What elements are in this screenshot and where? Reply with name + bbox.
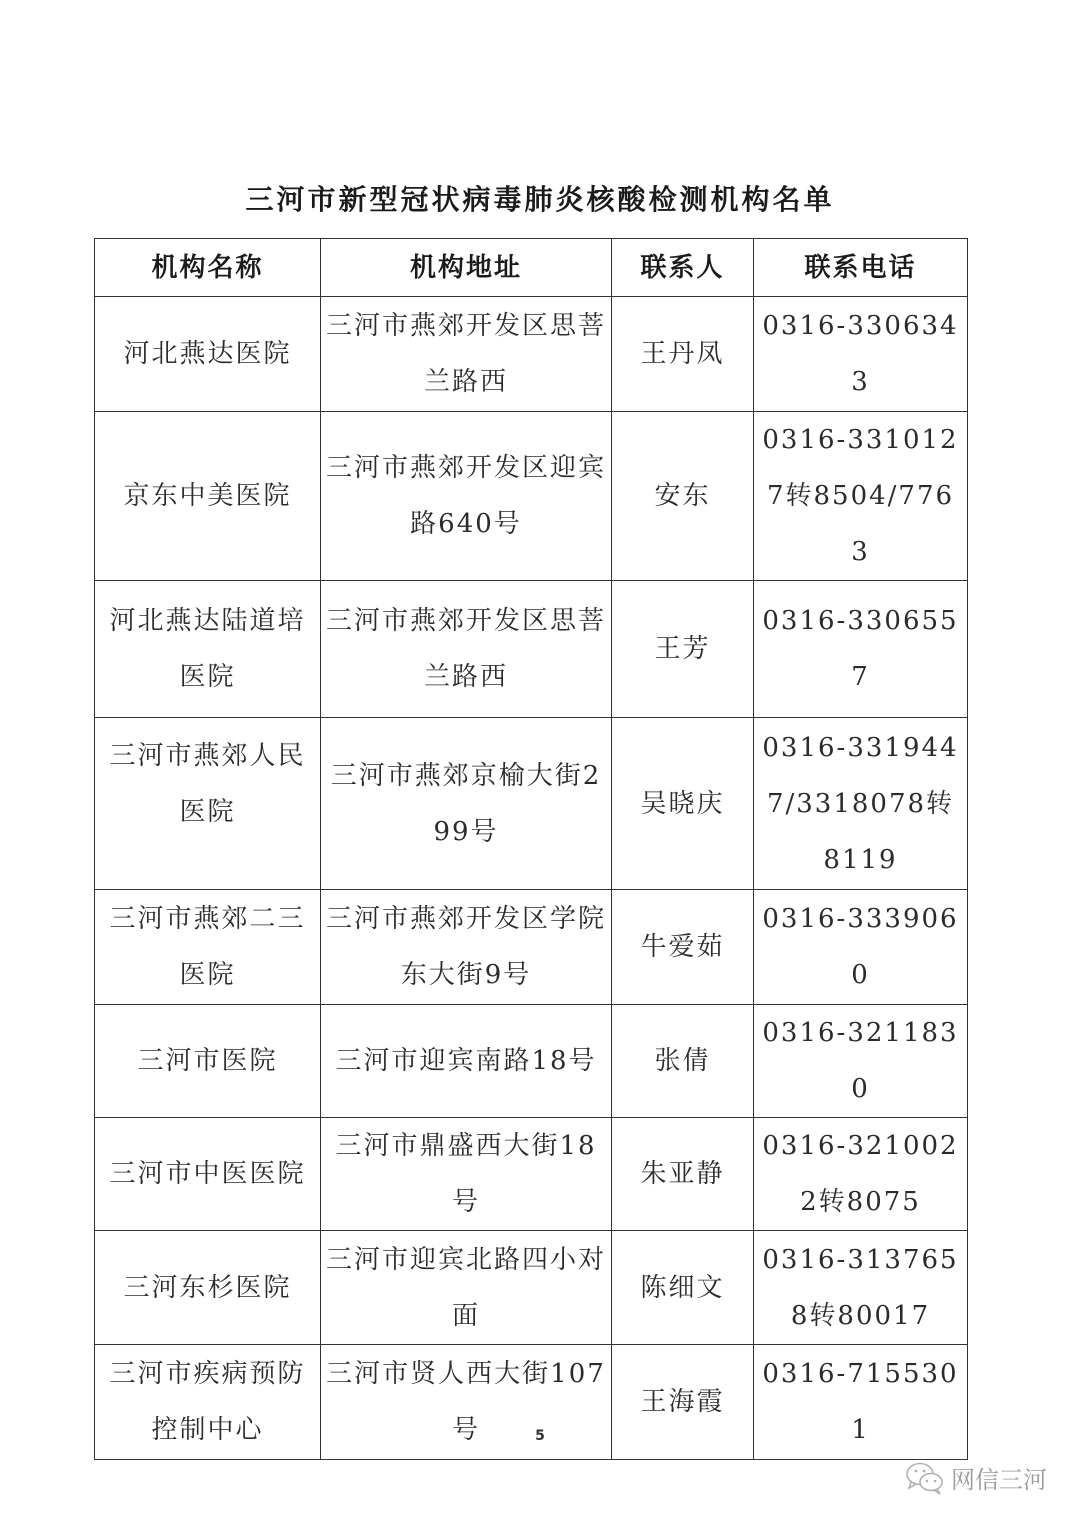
institution-address: 三河市燕郊开发区思菩兰路西 [321, 297, 612, 412]
contact-phone: 0316-3306343 [754, 297, 968, 412]
table-row [95, 581, 968, 718]
institution-name: 京东中美医院 [95, 412, 321, 581]
institution-name: 三河市中医医院 [95, 1118, 321, 1231]
institution-name: 河北燕达医院 [95, 297, 321, 412]
institution-name: 三河市燕郊二三医院 [95, 890, 321, 1005]
header-institution-name: 机构名称 [95, 239, 321, 297]
header-contact-phone: 联系电话 [754, 239, 968, 297]
institution-address: 三河市鼎盛西大街18号 [321, 1118, 612, 1231]
table-row [95, 412, 968, 581]
contact-person: 王海霞 [612, 1345, 754, 1460]
institution-name: 三河市燕郊人民医院 [95, 718, 321, 890]
table-row [95, 1005, 968, 1118]
institution-address: 三河市迎宾北路四小对面 [321, 1231, 612, 1345]
institution-address: 三河市燕郊开发区迎宾路640号 [321, 412, 612, 581]
contact-person: 朱亚静 [612, 1118, 754, 1231]
contact-person: 陈细文 [612, 1231, 754, 1345]
contact-phone: 0316-7155301 [754, 1345, 968, 1460]
contact-phone: 0316-3339060 [754, 890, 968, 1005]
contact-phone: 0316-3306557 [754, 581, 968, 718]
contact-person: 张倩 [612, 1005, 754, 1118]
contact-phone: 0316-3211830 [754, 1005, 968, 1118]
institution-name: 三河东杉医院 [95, 1231, 321, 1345]
table-row [95, 1118, 968, 1231]
contact-person: 安东 [612, 412, 754, 581]
institution-name: 三河市医院 [95, 1005, 321, 1118]
institution-name: 河北燕达陆道培医院 [95, 581, 321, 718]
watermark-text: 网信三河 [951, 1466, 1047, 1494]
institution-address: 三河市贤人西大街107号 [321, 1345, 612, 1460]
header-institution-address: 机构地址 [321, 239, 612, 297]
header-contact-person: 联系人 [612, 239, 754, 297]
institution-address: 三河市燕郊开发区学院东大街9号 [321, 890, 612, 1005]
contact-phone: 0316-3319447/3318078转8119 [754, 718, 968, 890]
institution-address: 三河市燕郊京榆大街299号 [321, 718, 612, 890]
document-title: 三河市新型冠状病毒肺炎核酸检测机构名单 [245, 183, 835, 216]
contact-person: 吴晓庆 [612, 718, 754, 890]
institution-address: 三河市迎宾南路18号 [321, 1005, 612, 1118]
table-row [95, 718, 968, 890]
wechat-icon [905, 1461, 945, 1495]
contact-phone: 0316-3310127转8504/7763 [754, 412, 968, 581]
table-header-row [95, 239, 968, 297]
institution-name: 三河市疾病预防控制中心 [95, 1345, 321, 1460]
contact-phone: 0316-3137658转80017 [754, 1231, 968, 1345]
table-row [95, 297, 968, 412]
institution-address: 三河市燕郊开发区思菩兰路西 [321, 581, 612, 718]
contact-phone: 0316-3210022转8075 [754, 1118, 968, 1231]
table-row [95, 890, 968, 1005]
contact-person: 王丹凤 [612, 297, 754, 412]
contact-person: 牛爱茹 [612, 890, 754, 1005]
page-number: 5 [535, 1428, 545, 1444]
watermark [905, 1460, 1047, 1495]
testing-institutions-table [94, 238, 968, 1460]
contact-person: 王芳 [612, 581, 754, 718]
table-row [95, 1231, 968, 1345]
